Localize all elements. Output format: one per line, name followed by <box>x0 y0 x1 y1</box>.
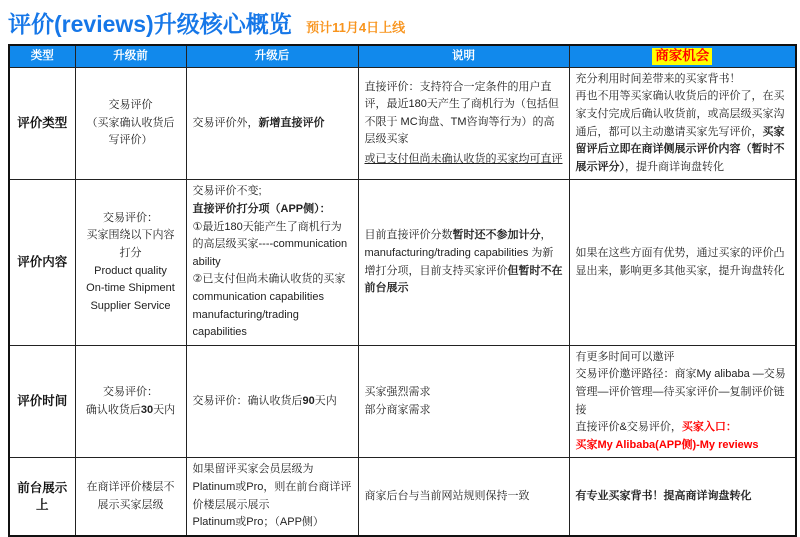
table-row-frontend-display <box>9 458 796 536</box>
text-segment: 天内 <box>314 394 337 407</box>
cell-r4-after <box>186 458 358 536</box>
launch-date-note: 预计11月4日上线 <box>306 20 406 35</box>
text-line: 交易评价邀评路径：商家My alibaba —交易管理—评价管理—待买家评价—复制评价链接 <box>575 368 786 416</box>
table-row-review-content <box>9 180 796 345</box>
cell-r2-desc <box>358 180 569 345</box>
cell-r3-opportunity <box>569 345 796 458</box>
cell-r2-after <box>186 180 358 345</box>
cell-r1-desc <box>358 67 569 180</box>
text-line: 交易评价： <box>103 385 158 398</box>
text-line: （买家确认收货后写评价） <box>86 116 175 147</box>
title-bar <box>0 0 800 42</box>
text-segment-bold: 30 <box>140 403 154 416</box>
text-line: 交易评价不变; <box>192 185 262 198</box>
text-segment-bold: 新增直接评价 <box>258 116 325 129</box>
text-segment-bold: 买家留评后立即在商详侧展示评价内容（暂时不展示评分） <box>575 125 785 173</box>
cell-r1-after <box>186 67 358 180</box>
text-segment: 再也不用等买家确认收货后的评价了，在买家支付完成后确认收货前，或高层级买家沟通后，都可以主动邀请买家先写评价， <box>575 90 785 138</box>
cell-r4-desc <box>358 458 569 536</box>
row-label-review-type: 评价类型 <box>9 67 75 180</box>
text-line <box>576 88 790 176</box>
text-line <box>82 402 180 420</box>
text-line-bold: 有专业买家背书！提高商详询盘转化 <box>575 489 752 502</box>
text-line: 充分利用时间差带来的买家背书！ <box>575 72 741 85</box>
opportunity-highlight-badge: 商家机会 <box>652 48 712 65</box>
col-header-desc <box>358 45 569 67</box>
text-line: communication capabilities <box>192 291 324 303</box>
row-label-frontend-display: 前台展示上 <box>9 458 75 536</box>
text-line: 如果在这些方面有优势，通过买家的评价凸显出来，影响更多其他买家，提升询盘转化 <box>575 247 785 277</box>
col-header-before-label: 升级前 <box>113 49 148 62</box>
text-line: Product quality <box>94 264 167 277</box>
text-segment: 确认收货后 <box>85 403 141 416</box>
cell-r3-desc <box>358 345 569 458</box>
text-line: ①最近180天能产生了商机行为的高层级买家----communication ability <box>192 220 348 268</box>
table-header-row <box>9 45 796 67</box>
cell-r1-before <box>75 67 186 180</box>
text-segment: 天内 <box>153 403 176 416</box>
text-line: 如果留评买家会员层级为Platinum或Pro，则在前台商详评价楼层展示展示 <box>192 463 352 511</box>
page-title: 评价(reviews)升级核心概览 <box>8 11 292 37</box>
text-line: 部分商家需求 <box>364 403 431 416</box>
text-segment: ，manufacturing/trading capabilities 为新增打分项，目前支持买家评价 <box>364 229 554 277</box>
col-header-type-label: 类型 <box>30 49 54 62</box>
text-line: 直接评价：支持符合一定条件的用户直评，最近180天产生了商机行为（包括但不限于 MC询盘、TM咨询等行为）的高层级买家 <box>364 80 559 146</box>
text-segment: 交易评价：确认收货后 <box>192 394 303 407</box>
text-segment-bold: 暂时还不参加计分 <box>452 229 541 242</box>
text-line: 交易评价： <box>103 211 158 224</box>
cell-r2-before <box>75 180 186 345</box>
text-line: ②已支付但尚未确认收货的买家 <box>192 273 346 286</box>
row-label-review-time: 评价时间 <box>9 345 75 458</box>
col-header-opportunity <box>569 45 796 67</box>
text-line: 买家强烈需求 <box>364 385 431 398</box>
text-line-bold: 直接评价打分项（APP侧）： <box>192 203 331 216</box>
text-line: 商家后台与当前网站规则保持一致 <box>364 489 530 502</box>
table-row-review-type <box>9 67 796 180</box>
text-line: manufacturing/trading capabilities <box>192 308 299 339</box>
text-segment-bold: 90 <box>302 394 315 407</box>
text-line: Supplier Service <box>90 299 171 312</box>
col-header-after <box>186 45 358 67</box>
col-header-desc-label: 说明 <box>452 49 475 62</box>
text-segment-bold: 但暂时不在前台展示 <box>364 264 563 295</box>
reviews-upgrade-table <box>8 44 797 537</box>
col-header-after-label: 升级后 <box>254 49 290 62</box>
text-line: 有更多时间可以邀评 <box>575 350 675 363</box>
text-line: Platinum或Pro；（APP侧） <box>192 516 324 529</box>
text-line-underlined: 或已支付但尚未确认收货的买家均可直评 <box>364 153 563 166</box>
table-row-review-time <box>9 345 796 458</box>
cell-r3-after <box>186 345 358 458</box>
col-header-type <box>9 45 75 67</box>
text-line: 交易评价 <box>108 99 153 112</box>
text-segment: 目前直接评价分数 <box>364 229 453 242</box>
buyer-entry-path: 买家My Alibaba(APP侧)-My reviews <box>575 438 759 451</box>
row-label-review-content: 评价内容 <box>9 180 75 345</box>
cell-r3-before <box>75 345 186 458</box>
cell-r4-before <box>75 458 186 536</box>
text-line: 买家围绕以下内容打分 <box>86 229 175 260</box>
text-segment: 交易评价外， <box>192 116 259 129</box>
text-segment: ，提升商详询盘转化 <box>625 160 724 173</box>
col-header-before <box>75 45 186 67</box>
text-line: On-time Shipment <box>86 282 175 295</box>
text-segment: 直接评价&交易评价， <box>575 421 682 434</box>
buyer-entry-label: 买家入口： <box>681 421 737 434</box>
text-line: 在商详评价楼层不展示买家层级 <box>86 480 175 511</box>
cell-r2-opportunity <box>569 180 796 345</box>
cell-r4-opportunity <box>569 458 796 536</box>
cell-r1-opportunity <box>569 67 796 180</box>
